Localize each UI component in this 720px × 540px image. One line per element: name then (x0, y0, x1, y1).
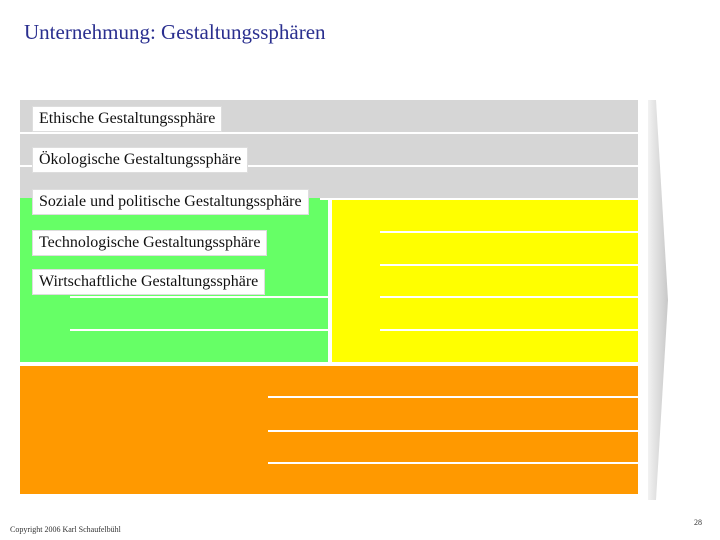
sphere-label-technological: Technologische Gestaltungssphäre (32, 230, 267, 256)
separator-line (268, 396, 638, 398)
sphere-label-social: Soziale und politische Gestaltungssphäre (32, 189, 309, 215)
page-number: 28 (694, 518, 702, 527)
sphere-label-ethical: Ethische Gestaltungssphäre (32, 106, 222, 132)
separator-line (70, 296, 328, 298)
separator-line (70, 329, 328, 331)
arrow-shape (648, 100, 670, 500)
separator-line (20, 132, 638, 134)
separator-line (380, 296, 638, 298)
technological-layer (332, 200, 638, 362)
separator-line (380, 264, 638, 266)
separator-line (380, 329, 638, 331)
page-title: Unternehmung: Gestaltungssphären (24, 20, 326, 44)
separator-line (380, 231, 638, 233)
copyright-text: Copyright 2006 Karl Schaufelbühl (10, 525, 121, 534)
sphere-label-ecological: Ökologische Gestaltungssphäre (32, 147, 248, 173)
separator-line (268, 430, 638, 432)
sphere-label-economic: Wirtschaftliche Gestaltungssphäre (32, 269, 265, 295)
separator-line (268, 462, 638, 464)
spheres-diagram (20, 100, 670, 500)
